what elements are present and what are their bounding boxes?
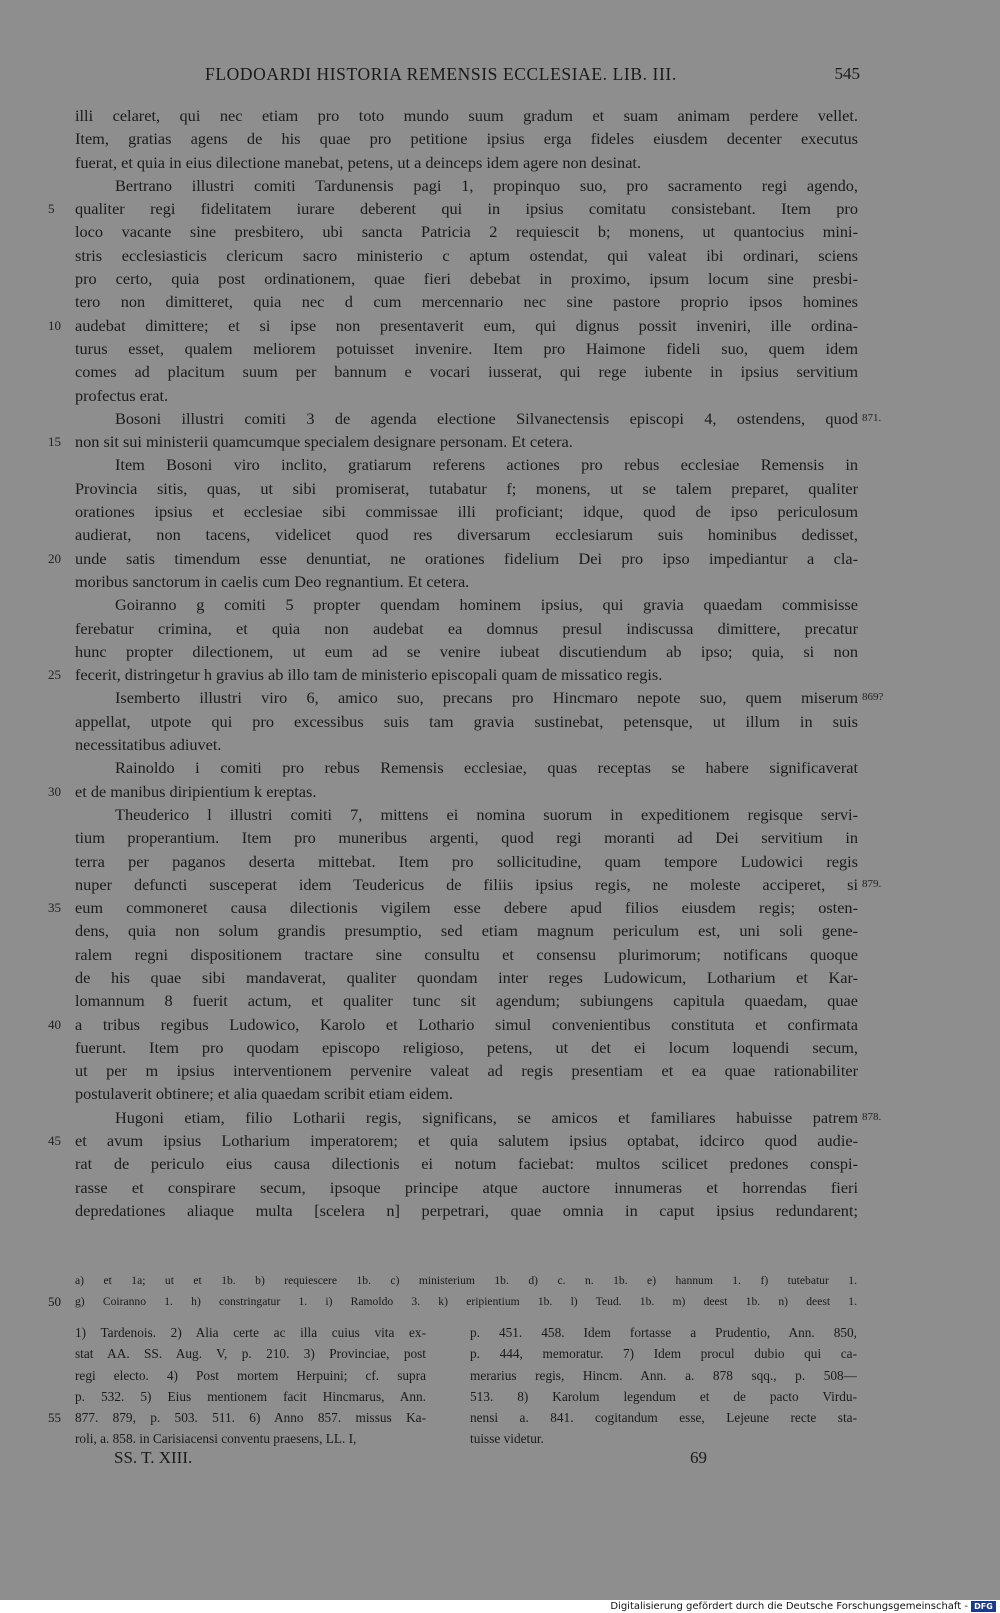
line-text: hunc propter dilectionem, ut eum ad se venire iubeat discutiendum ab ipso; quia, si non — [75, 641, 858, 661]
text-line — [0, 500, 1000, 523]
note-right-column: nensi a. 841. cogitandum esse, Lejeune recte sta- — [470, 1410, 857, 1426]
text-line — [0, 826, 1000, 849]
running-header — [0, 64, 1000, 92]
line-text: illi celaret, qui nec etiam pro toto mundo suum gradum et suam animam perdere vellet. — [75, 106, 858, 125]
dfg-logo-icon: DFG — [971, 1601, 996, 1612]
line-number: 5 — [48, 201, 55, 217]
text-line — [0, 407, 1000, 430]
margin-year: 879. — [862, 877, 882, 890]
text-line — [0, 850, 1000, 873]
line-text: unde satis timendum esse denuntiat, ne orationes fidelium Dei pro ipso impediantur a cla- — [75, 548, 858, 568]
line-text: stris ecclesiasticis clericum sacro ministerio c aptum ostendat, qui valeat ibi ordinari, sciens — [75, 245, 858, 265]
text-line — [0, 360, 1000, 383]
text-line — [0, 1013, 1000, 1036]
line-text: comes ad placitum suum per bannum e vocari iusserat, qui rege iubente in ipsius servitium — [75, 362, 858, 382]
text-line — [0, 547, 1000, 570]
line-text: tero non dimitteret, quia nec d cum mercennario nec sine pastore proprio ipsos homines — [75, 292, 858, 312]
text-line — [0, 617, 1000, 640]
text-line — [0, 244, 1000, 267]
historical-note-line — [0, 1386, 1000, 1407]
line-text: appellat, utpote qui pro excessibus suis tam gravia sustinebat, petensque, ut illum in suis — [75, 711, 858, 731]
text-line — [0, 477, 1000, 500]
text-line — [0, 686, 1000, 709]
line-text: orationes ipsius et ecclesiae sibi commissae illi proficiant; idque, quod de ipso periculosum — [75, 502, 858, 522]
text-line — [0, 710, 1000, 733]
note-left-column: 877. 879, p. 503. 511. 6) Anno 857. missus Ka- — [75, 1410, 426, 1426]
line-text: Theuderico l illustri comiti 7, mittens ei nomina suorum in expeditionem regisque servi- — [115, 804, 858, 824]
historical-note-line — [0, 1407, 1000, 1428]
line-number: 45 — [48, 1133, 61, 1149]
text-line — [0, 663, 1000, 686]
historical-notes — [0, 1322, 1000, 1450]
line-text: postulaverit obtinere; et alia quaedam scribit etiam eidem. — [75, 1084, 453, 1104]
text-line — [0, 127, 1000, 150]
line-text: lomannum 8 fuerit actum, et qualiter tunc sit agendum; subiungens capitula quaedam, quae — [75, 991, 858, 1011]
line-text: depredationes aliaque multa [scelera n] perpetrari, quae omnia in caput ipsius redundarent; — [75, 1200, 858, 1220]
text-line — [0, 780, 1000, 803]
line-text: tium properantium. Item pro muneribus argenti, quod regi moranti ad Dei servitium in — [75, 828, 858, 848]
text-line — [0, 943, 1000, 966]
text-line — [0, 1129, 1000, 1152]
note-right-column: p. 444, memoratur. 7) Idem procul dubio qui ca- — [470, 1346, 857, 1362]
text-line — [0, 756, 1000, 779]
line-text: ut per m ipsius interventionem pervenire valeat ad regis presentiam et ea quae rationabiliter — [75, 1061, 858, 1081]
historical-note-line — [0, 1428, 1000, 1449]
text-line — [0, 733, 1000, 756]
line-number: 25 — [48, 667, 61, 683]
note-left-column: p. 532. 5) Eius mentionem facit Hincmarus, Ann. — [75, 1388, 426, 1404]
line-text: moribus sanctorum in caelis cum Deo regnantium. Et cetera. — [75, 571, 470, 591]
line-text: loco vacante sine presbitero, ubi sancta Patricia 2 requiescit b; monens, ut quantocius mini- — [75, 222, 858, 242]
text-line — [0, 1199, 1000, 1222]
credit-bar — [0, 1600, 1000, 1613]
line-text: turus esset, qualem meliorem potuisset invenire. Item pro Haimone fideli suo, quem idem — [75, 338, 858, 358]
text-line — [0, 593, 1000, 616]
quire-number: 69 — [690, 1448, 707, 1467]
text-line — [0, 267, 1000, 290]
text-line — [0, 1082, 1000, 1105]
line-text: qualiter regi fidelitatem iurare deberent qui in ipsius comitatu consistebant. Item pro — [75, 199, 858, 219]
line-number: 30 — [48, 783, 61, 799]
text-line — [0, 640, 1000, 663]
note-left-column: 1) Tardenois. 2) Alia certe ac illa cuius vita ex- — [75, 1325, 426, 1340]
historical-note-line — [0, 1322, 1000, 1343]
line-number: 40 — [48, 1016, 61, 1032]
line-number: 50 — [48, 1294, 61, 1309]
note-left-column: regi electo. 4) Post mortem Herpuini; cf. supra — [75, 1367, 426, 1383]
text-line — [0, 896, 1000, 919]
signature-mark: SS. T. XIII. — [114, 1448, 193, 1467]
text-line — [0, 151, 1000, 174]
page-footer — [0, 1448, 1000, 1472]
variant-note-line — [0, 1270, 1000, 1291]
line-text: rat de periculo eius causa dilectionis ei notum faciebat: multos scilicet predones conspi- — [75, 1154, 858, 1174]
line-number: 20 — [48, 550, 61, 566]
text-line — [0, 453, 1000, 476]
note-right-column: p. 451. 458. Idem fortasse a Prudentio, Ann. 850, — [470, 1325, 857, 1340]
text-line — [0, 197, 1000, 220]
line-text: Goiranno g comiti 5 propter quendam hominem ipsius, qui gravia quaedam commisisse — [115, 595, 858, 615]
text-line — [0, 966, 1000, 989]
variant-note-text: a) et 1a; ut et 1b. b) requiescere 1b. c) ministerium 1b. d) c. n. 1b. e) hannum 1. f) tutebatur 1. — [75, 1274, 857, 1287]
note-left-column: roli, a. 858. in Carisiacensi conventu praesens, LL. I, — [75, 1431, 357, 1447]
line-text: et avum ipsius Lotharium imperatorem; et quia salutem ipsius optabat, idcirco quod audie- — [75, 1131, 858, 1151]
line-text: ferebatur crimina, et quia non audebat ea domnus presul indiscussa dimittere, precatur — [75, 618, 858, 638]
line-text: profectus erat. — [75, 385, 169, 405]
text-line — [0, 873, 1000, 896]
line-text: a tribus regibus Ludowico, Karolo et Lothario simul convenientibus constituta et confirmata — [75, 1014, 858, 1034]
line-text: audebat dimittere; et si ipse non presentaverit eum, qui dignus possit inveniri, ille ordina- — [75, 315, 858, 335]
historical-note-line — [0, 1365, 1000, 1386]
line-text: fuerat, et quia in eius dilectione manebat, petens, ut a deinceps idem agere non desinat. — [75, 152, 642, 172]
text-line — [0, 919, 1000, 942]
line-text: necessitatibus adiuvet. — [75, 735, 222, 755]
line-text: Item Bosoni viro inclito, gratiarum referens actiones pro rebus ecclesiae Remensis in — [115, 455, 858, 475]
note-right-column: 513. 8) Karolum legendum et de pacto Virdu- — [470, 1388, 857, 1404]
line-text: Bertrano illustri comiti Tardunensis pagi 1, propinquo suo, pro sacramento regi agendo, — [115, 175, 858, 195]
margin-year: 869? — [862, 691, 884, 704]
line-text: et de manibus diripientium k ereptas. — [75, 781, 317, 801]
line-text: Isemberto illustri viro 6, amico suo, precans pro Hincmaro nepote suo, quem miserum — [115, 688, 858, 708]
line-text: eum commoneret causa dilectionis vigilem esse debere apud filios eiusdem regis; osten- — [75, 898, 858, 918]
line-text: terra per paganos deserta mittebat. Item pro sollicitudine, quam tempore Ludowici regis — [75, 851, 858, 871]
line-text: dens, quia non solum grandis presumptio, sed etiam magnum periculum est, uni soli gene- — [75, 921, 858, 941]
line-text: Provincia sitis, quas, ut sibi promiserat, tutabatur f; monens, ut se talem preparet, qualiter — [75, 478, 858, 498]
line-text: rasse et conspirare secum, ipsoque principe atque auctore innumeras et horrendas fieri — [75, 1177, 858, 1197]
page-number: 545 — [834, 64, 860, 83]
funding-credit: Digitalisierung gefördert durch die Deutsche Forschungsgemeinschaft - — [610, 1601, 968, 1612]
line-number: 15 — [48, 434, 61, 450]
margin-year: 871. — [862, 411, 882, 424]
line-text: pro certo, quia post ordinationem, quae fieri debebat in proximo, ipsum locum sine presbi- — [75, 269, 858, 289]
text-line — [0, 989, 1000, 1012]
main-text — [0, 104, 1000, 1222]
text-line — [0, 220, 1000, 243]
line-text: ralem regni dispositionem tractare sine consultu et consensu plurimorum; notificans quoque — [75, 944, 858, 964]
text-line — [0, 803, 1000, 826]
text-line — [0, 290, 1000, 313]
text-line — [0, 104, 1000, 127]
line-text: Hugoni etiam, filio Lotharii regis, significans, se amicos et familiares habuisse patrem — [115, 1107, 858, 1127]
line-text: Item, gratias agens de his quae pro petitione ipsius erga fideles eiusdem decenter executus — [75, 129, 858, 149]
line-text: de his quae sibi mandaverat, qualiter quondam inter reges Ludowicum, Lotharium et Kar- — [75, 967, 858, 987]
line-text: audierat, non tacens, videlicet quod res diversarum ecclesiarum suis hominibus dedisset, — [75, 525, 858, 545]
line-text: nuper defuncti susceperat idem Teudericus de filiis ipsius regis, ne moleste acciperet, si — [75, 874, 858, 894]
note-right-column: merarius regis, Hincm. Ann. a. 878 sqq., p. 508— — [470, 1367, 857, 1383]
variant-notes — [0, 1270, 1000, 1312]
line-text: non sit sui ministerii quamcumque specialem designare personam. Et cetera. — [75, 432, 573, 452]
note-left-column: stat AA. SS. Aug. V, p. 210. 3) Provinciae, post — [75, 1346, 426, 1362]
running-title: FLODOARDI HISTORIA REMENSIS ECCLESIAE. LIB. III. — [205, 64, 677, 84]
line-number: 35 — [48, 900, 61, 916]
text-line — [0, 570, 1000, 593]
text-line — [0, 523, 1000, 546]
text-line — [0, 337, 1000, 360]
text-line — [0, 1152, 1000, 1175]
text-line — [0, 384, 1000, 407]
text-line — [0, 314, 1000, 337]
line-text: Bosoni illustri comiti 3 de agenda electione Silvanectensis episcopi 4, ostendens, quod — [115, 408, 858, 428]
margin-year: 878. — [862, 1110, 882, 1123]
text-line — [0, 1059, 1000, 1082]
line-number: 10 — [48, 317, 61, 333]
text-line — [0, 1106, 1000, 1129]
text-line — [0, 1036, 1000, 1059]
variant-note-text: g) Coiranno 1. h) constringatur 1. i) Ramoldo 3. k) eripientium 1b. l) Teud. 1b. m) deest 1b. n) deest 1. — [75, 1295, 857, 1308]
line-text: fecerit, distringetur h gravius ab illo tam de ministerio episcopali quam de missatico regis. — [75, 665, 663, 685]
line-text: Rainoldo i comiti pro rebus Remensis ecclesiae, quas receptas se habere significaverat — [115, 758, 858, 778]
line-number: 55 — [48, 1410, 61, 1426]
text-line — [0, 174, 1000, 197]
text-line — [0, 430, 1000, 453]
historical-note-line — [0, 1343, 1000, 1364]
line-text: fuerunt. Item pro quodam episcopo religioso, petens, ut det ei locum loquendi secum, — [75, 1037, 858, 1057]
text-line — [0, 1176, 1000, 1199]
note-right-column: tuisse videtur. — [470, 1431, 544, 1447]
variant-note-line — [0, 1291, 1000, 1312]
